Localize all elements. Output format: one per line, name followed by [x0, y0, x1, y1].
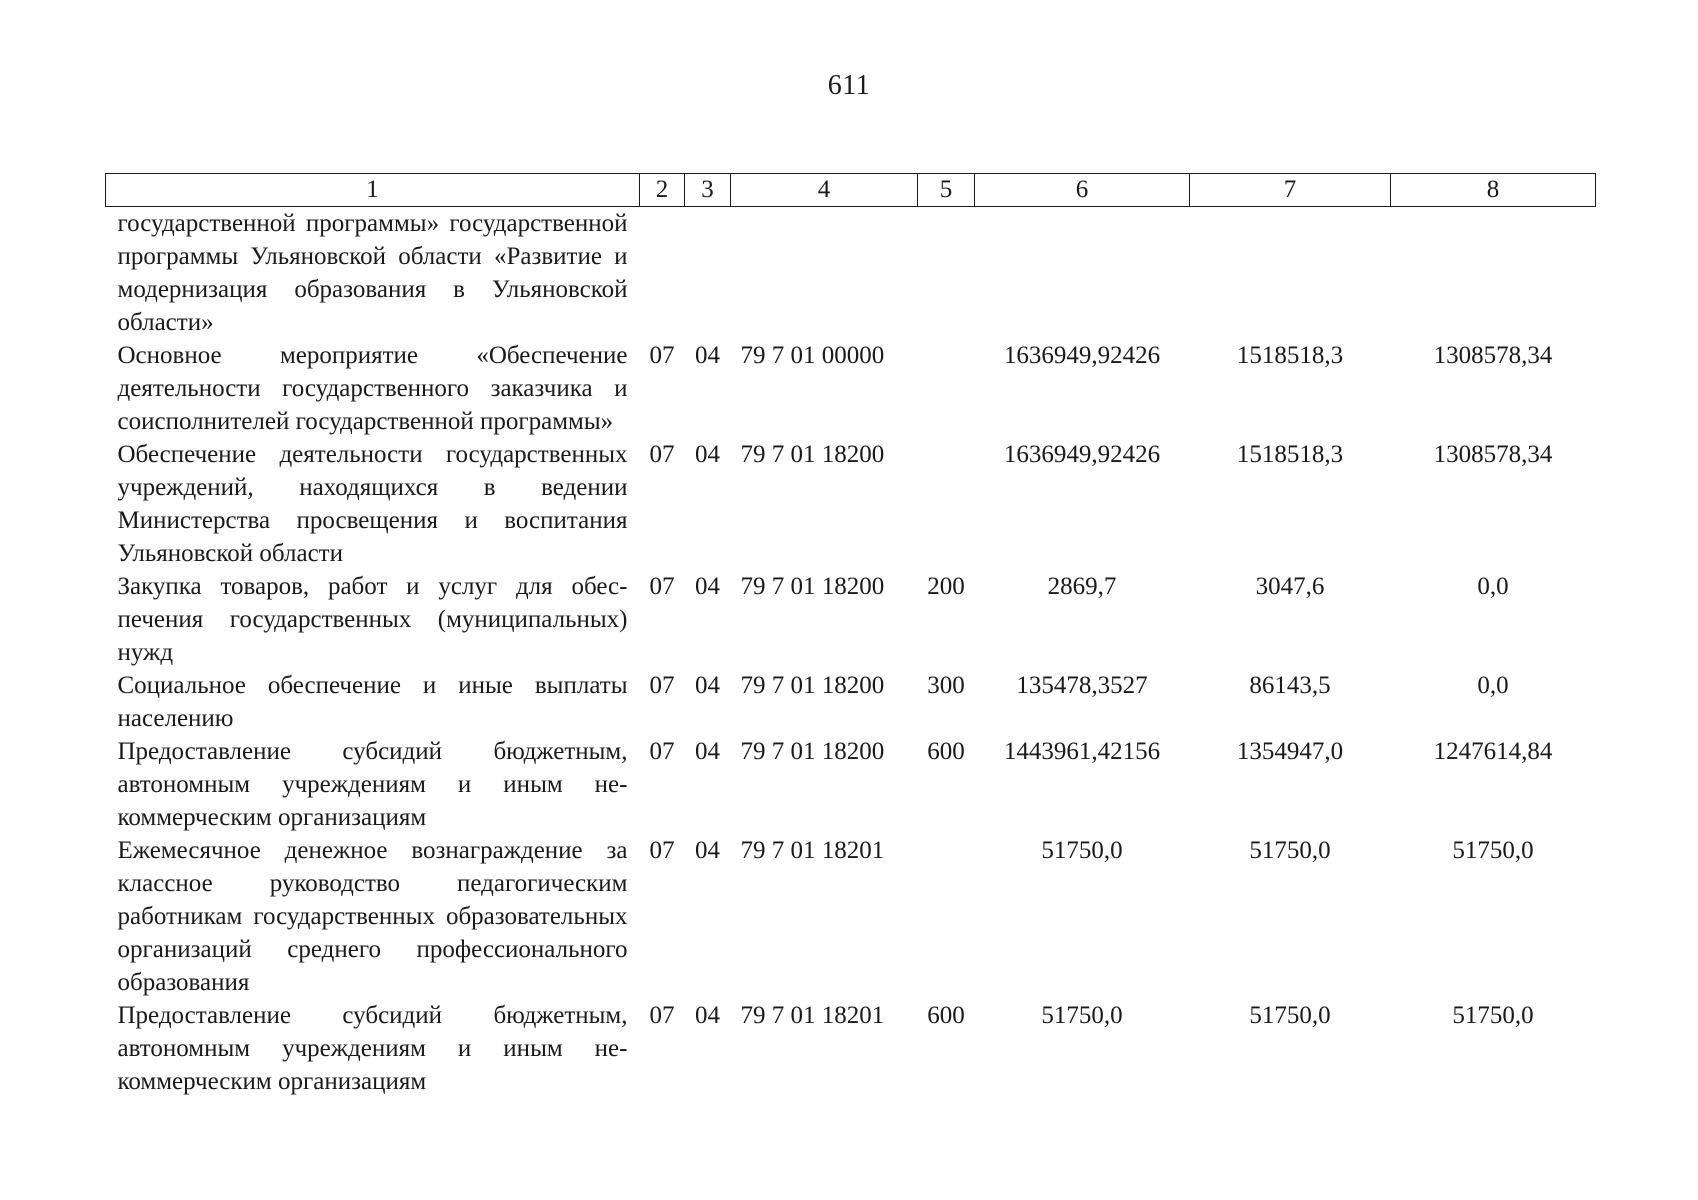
row-subsection: 04 — [695, 837, 720, 864]
table-row — [106, 339, 1596, 438]
row-section: 07 — [649, 342, 675, 369]
row-section: 07 — [649, 837, 675, 864]
row-target-code: 79 7 01 18200 — [740, 441, 885, 468]
row-expense-type — [918, 207, 975, 340]
table-row — [106, 438, 1596, 570]
table-row — [106, 834, 1596, 999]
row-amount-col8: 51750,0 — [1452, 837, 1534, 864]
row-expense-type — [918, 438, 975, 570]
row-amount-col7: 51750,0 — [1249, 1002, 1331, 1029]
row-subsection: 04 — [695, 738, 720, 765]
header-col-8: 8 — [1391, 174, 1596, 207]
row-section: 07 — [649, 573, 675, 600]
row-subsection: 04 — [695, 1002, 720, 1029]
row-target-code: 79 7 01 18200 — [740, 672, 885, 699]
table-header — [106, 174, 1596, 207]
row-subsection: 04 — [695, 342, 720, 369]
row-expense-type — [918, 339, 975, 438]
row-description: Социальное обеспечение и иные выплаты населению — [117, 672, 628, 732]
row-amount-col6: 2869,7 — [1047, 573, 1117, 600]
row-amount-col8: 1247614,84 — [1433, 738, 1553, 765]
row-amount-col8: 0,0 — [1477, 672, 1509, 699]
table-row — [106, 570, 1596, 669]
row-amount-col6 — [975, 207, 1190, 340]
header-col-5: 5 — [918, 174, 975, 207]
header-col-6: 6 — [975, 174, 1190, 207]
row-target-code: 79 7 01 18200 — [740, 573, 885, 600]
row-expense-type: 600 — [927, 1002, 965, 1029]
header-row — [106, 174, 1596, 207]
row-expense-type: 300 — [927, 672, 965, 699]
row-amount-col8: 1308578,34 — [1433, 342, 1553, 369]
row-amount-col7: 51750,0 — [1249, 837, 1331, 864]
row-section — [640, 207, 685, 340]
table-row — [106, 207, 1596, 340]
row-section: 07 — [649, 441, 675, 468]
row-target-code: 79 7 01 18201 — [740, 837, 885, 864]
row-amount-col6: 51750,0 — [1041, 1002, 1123, 1029]
header-col-7: 7 — [1190, 174, 1391, 207]
row-expense-type — [918, 834, 975, 999]
row-amount-col8: 51750,0 — [1452, 1002, 1534, 1029]
row-target-code: 79 7 01 18201 — [740, 1002, 885, 1029]
row-description: Предоставление субсидий бюджетным, автономным учреждениям и иным некоммерческим организациям — [117, 738, 628, 831]
row-amount-col6: 1443961,42156 — [1003, 738, 1161, 765]
row-description: государственной программы» государственной программы Ульяновской области «Развитие и модернизация образования в Ульяновской области» — [117, 210, 628, 336]
row-amount-col6: 135478,3527 — [1016, 672, 1148, 699]
row-amount-col8 — [1391, 207, 1596, 340]
row-expense-type: 600 — [927, 738, 965, 765]
header-col-2: 2 — [640, 174, 685, 207]
row-expense-type: 200 — [927, 573, 965, 600]
row-subsection: 04 — [695, 441, 720, 468]
row-amount-col7 — [1190, 207, 1391, 340]
row-description: Основное мероприятие «Обеспечение деятельности государственного заказчика и соисполнителей государственной программы» — [117, 342, 628, 435]
row-subsection: 04 — [695, 573, 720, 600]
row-amount-col8: 0,0 — [1477, 573, 1509, 600]
row-amount-col7: 3047,6 — [1255, 573, 1325, 600]
row-amount-col7: 86143,5 — [1249, 672, 1331, 699]
row-description: Предоставление субсидий бюджетным, автономным учреждениям и иным некоммерческим организациям — [117, 1002, 628, 1095]
row-subsection — [685, 207, 731, 340]
row-target-code: 79 7 01 18200 — [740, 738, 885, 765]
row-amount-col6: 51750,0 — [1041, 837, 1123, 864]
row-amount-col7: 1354947,0 — [1236, 738, 1344, 765]
row-amount-col6: 1636949,92426 — [1003, 441, 1161, 468]
row-description: Ежемесячное денежное вознаграждение за классное руководство педагогическим работникам государственных образовательных организаций среднего профессионального образования — [117, 837, 628, 996]
table-row — [106, 735, 1596, 834]
row-amount-col8: 1308578,34 — [1433, 441, 1553, 468]
row-target-code: 79 7 01 00000 — [740, 342, 885, 369]
row-description: Закупка товаров, работ и услуг для обеспечения государственных (муниципальных) нужд — [117, 573, 628, 666]
row-target-code — [731, 207, 918, 340]
row-amount-col7: 1518518,3 — [1236, 441, 1344, 468]
table-row — [106, 999, 1596, 1098]
row-section: 07 — [649, 1002, 675, 1029]
row-amount-col7: 1518518,3 — [1236, 342, 1344, 369]
row-subsection: 04 — [695, 672, 720, 699]
row-description: Обеспечение деятельности государственных учреждений, находящихся в ведении Министерства просвещения и воспитания Ульяновской области — [117, 441, 628, 567]
header-col-1: 1 — [106, 174, 640, 207]
budget-table — [105, 173, 1596, 1098]
header-col-3: 3 — [685, 174, 731, 207]
row-section: 07 — [649, 672, 675, 699]
table-body — [106, 207, 1596, 1099]
header-col-4: 4 — [731, 174, 918, 207]
row-section: 07 — [649, 738, 675, 765]
table-row — [106, 669, 1596, 735]
row-amount-col6: 1636949,92426 — [1003, 342, 1161, 369]
page-number: 611 — [827, 70, 871, 101]
